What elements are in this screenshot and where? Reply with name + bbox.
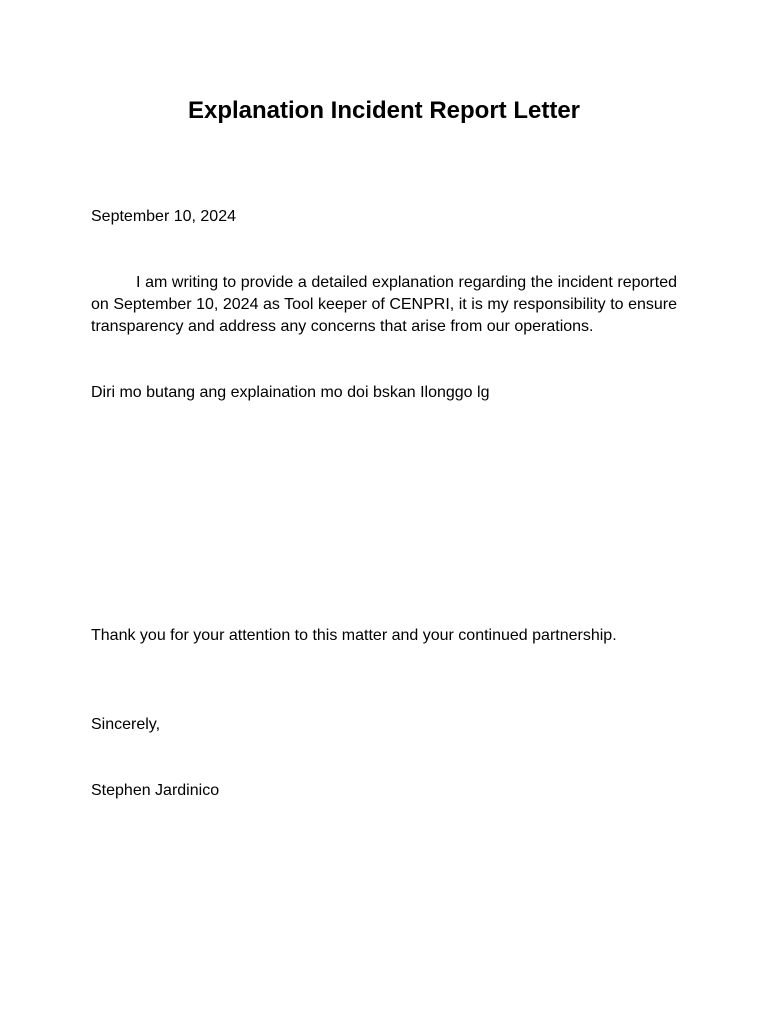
- closing-salutation: Sincerely,: [91, 716, 161, 733]
- signature-name: Stephen Jardinico: [91, 782, 220, 799]
- document-title: Explanation Incident Report Letter: [187, 97, 581, 124]
- thank-you-line: Thank you for your attention to this matter and your continued partnership.: [91, 627, 617, 644]
- body-paragraph: I am writing to provide a detailed explanation regarding the incident reported on September 10, 2024 as Tool keeper of CENPRI, it is my responsibility to ensure transparency and address any concerns that arise from our operations.: [91, 274, 677, 335]
- letter-date: September 10, 2024: [91, 208, 236, 225]
- explanation-note: Diri mo butang ang explaination mo doi bskan Ilonggo lg: [91, 384, 490, 401]
